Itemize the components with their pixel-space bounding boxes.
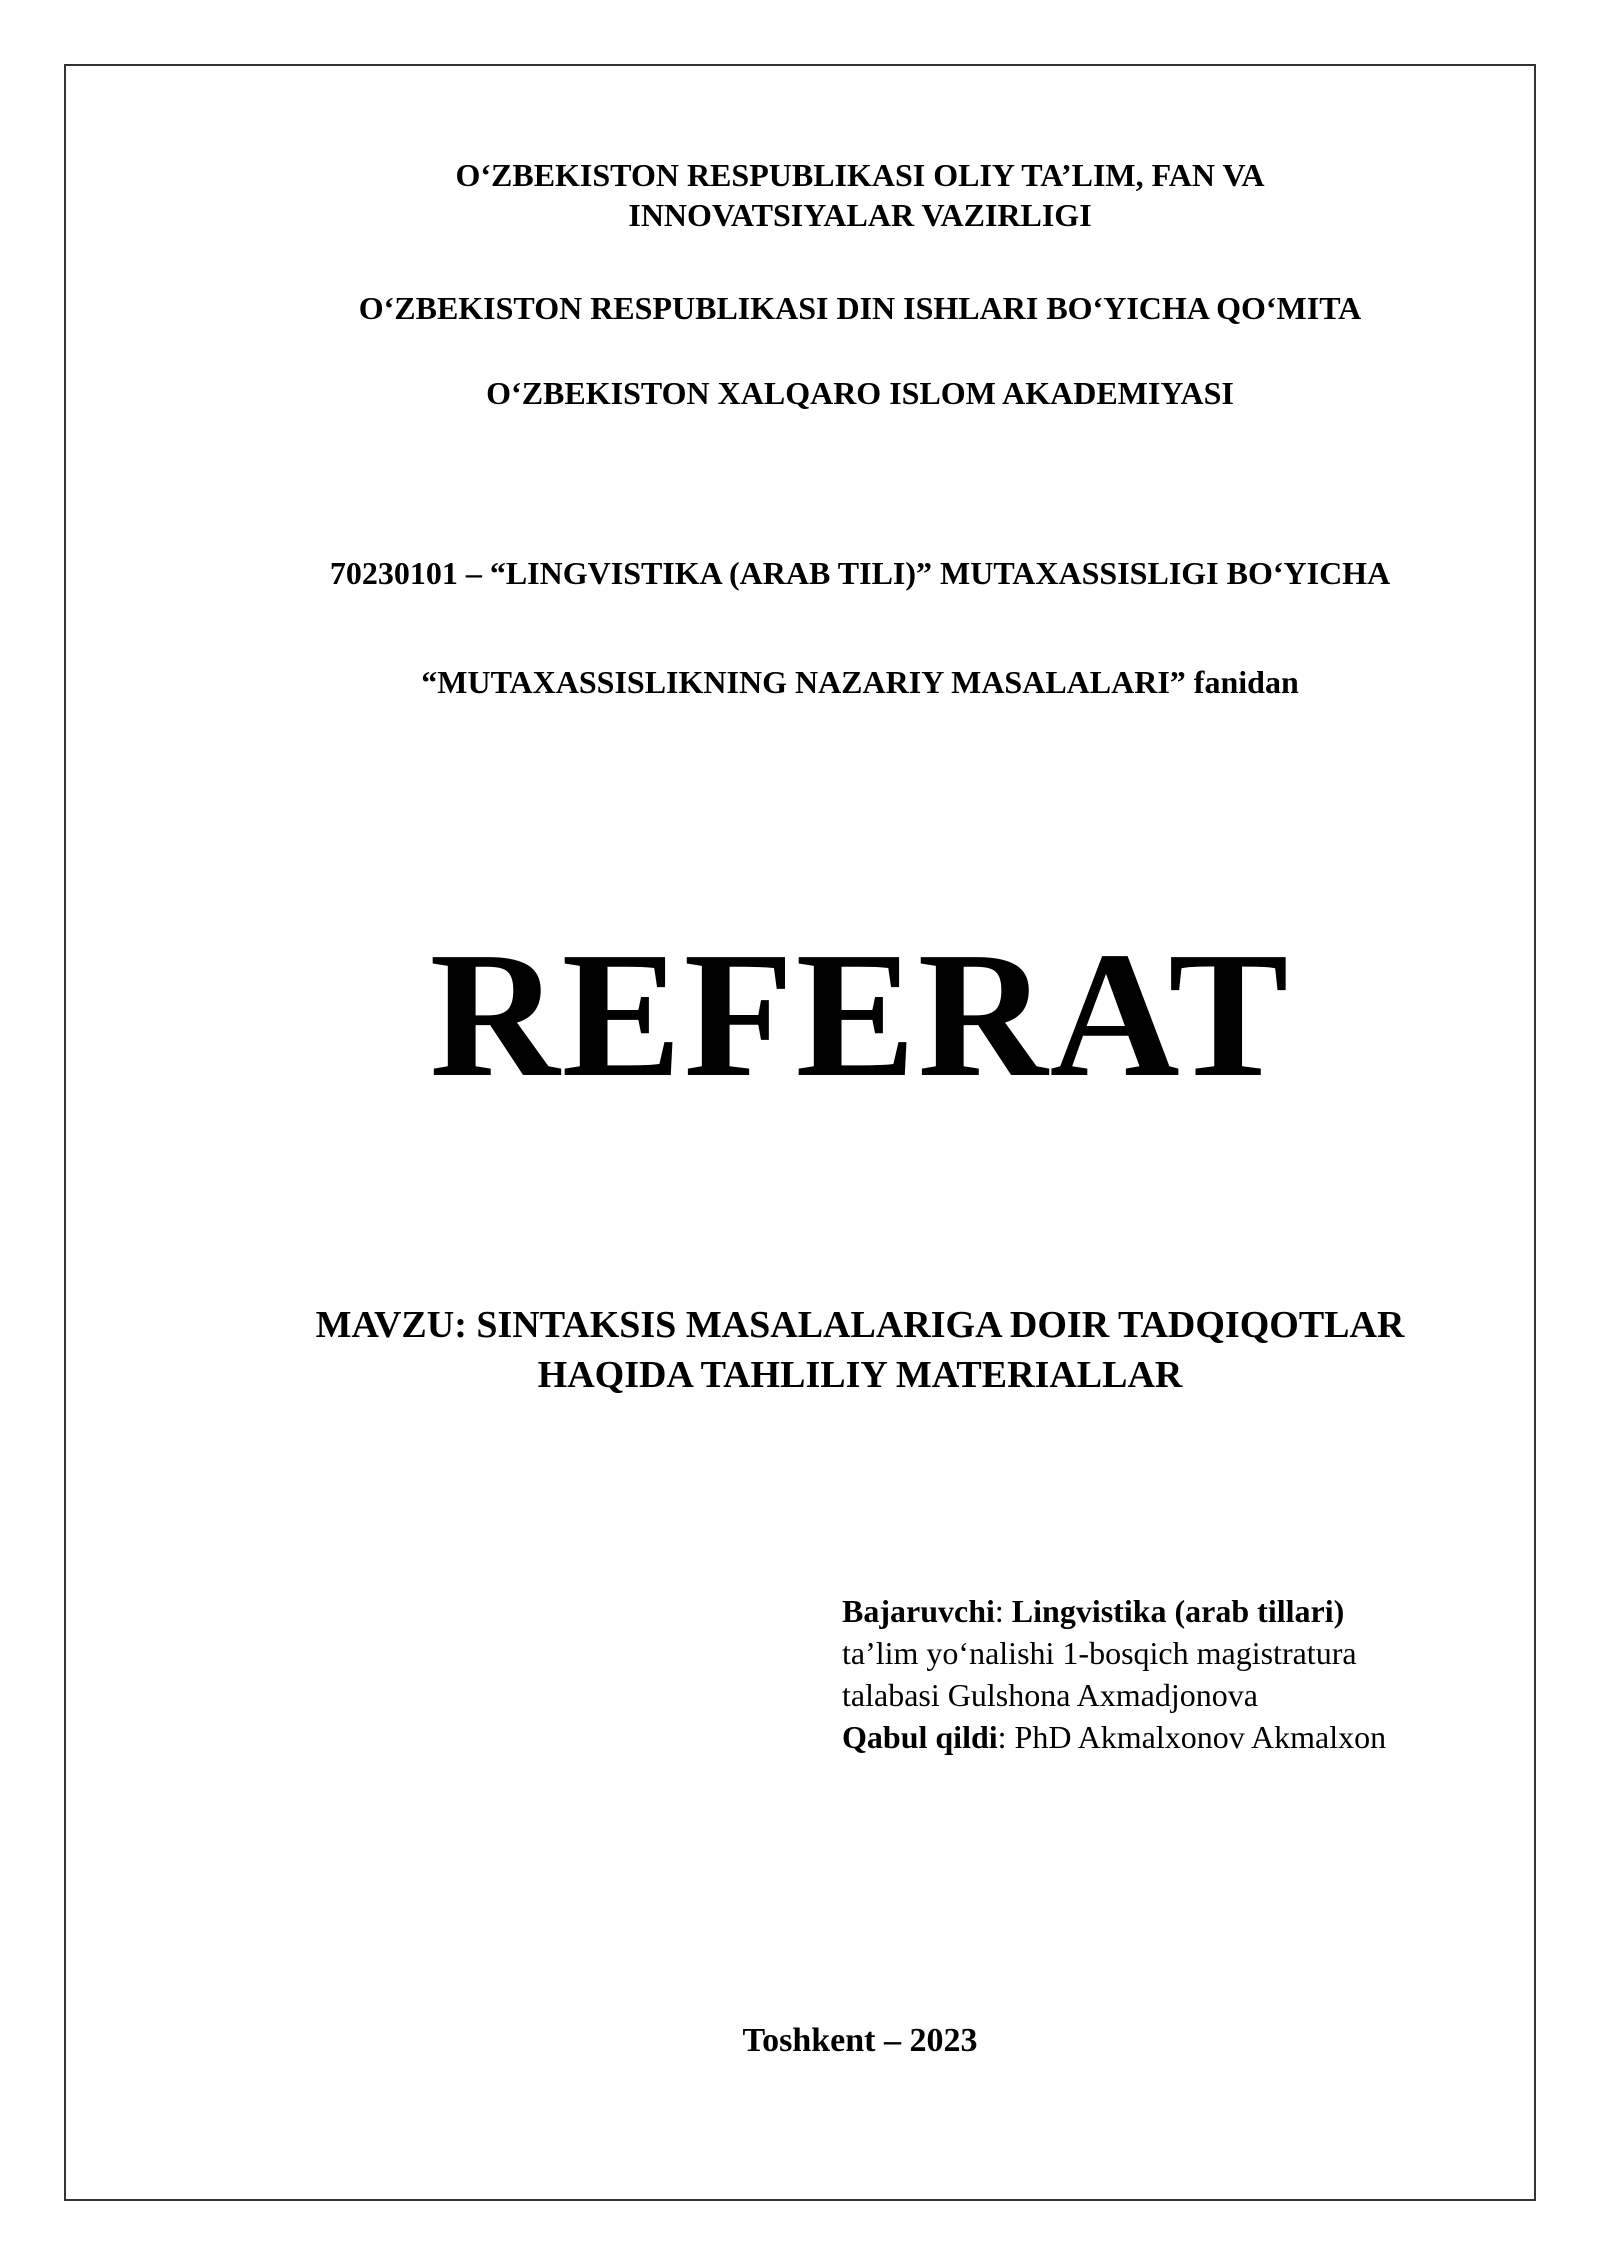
topic-heading — [200, 1300, 1520, 1400]
committee-heading: O‘ZBEKISTON RESPUBLIKASI DIN ISHLARI BO‘YICHA QO‘MITA — [358, 290, 1362, 326]
document-type-title: REFERAT — [429, 915, 1291, 1114]
performer-line-1: Bajaruvchi: Lingvistika (arab tillari) — [842, 1593, 1345, 1629]
author-block — [842, 1590, 1502, 1758]
ministry-heading-line-2: INNOVATSIYALAR VAZIRLIGI — [628, 197, 1092, 233]
specialty-heading: 70230101 – “LINGVISTIKA (ARAB TILI)” MUTAXASSISLIGI BO‘YICHA — [329, 555, 1391, 591]
performer-line-3: talabasi Gulshona Axmadjonova — [842, 1677, 1258, 1713]
ministry-heading — [200, 155, 1520, 235]
ministry-heading-line-1: O‘ZBEKISTON RESPUBLIKASI OLIY TA’LIM, FAN VA — [455, 157, 1265, 193]
accepted-by: PhD Akmalxonov Akmalxon — [1014, 1719, 1387, 1755]
place-year: Toshkent – 2023 — [742, 2022, 978, 2059]
academy-heading: O‘ZBEKISTON XALQARO ISLOM AKADEMIYASI — [486, 375, 1234, 411]
performer-field: Lingvistika (arab tillari) — [1011, 1593, 1345, 1629]
accepted-line: Qabul qildi: PhD Akmalxonov Akmalxon — [842, 1719, 1387, 1755]
topic-line-2: HAQIDA TAHLILIY MATERIALLAR — [537, 1354, 1183, 1396]
accepted-label: Qabul qildi — [842, 1719, 998, 1755]
performer-line-2: ta’lim yo‘nalishi 1-bosqich magistratura — [842, 1635, 1357, 1671]
performer-label: Bajaruvchi — [842, 1593, 995, 1629]
subject-heading: “MUTAXASSISLIKNING NAZARIY MASALALARI” fanidan — [421, 664, 1299, 700]
topic-line-1: MAVZU: SINTAKSIS MASALALARIGA DOIR TADQIQOTLAR — [315, 1304, 1405, 1346]
